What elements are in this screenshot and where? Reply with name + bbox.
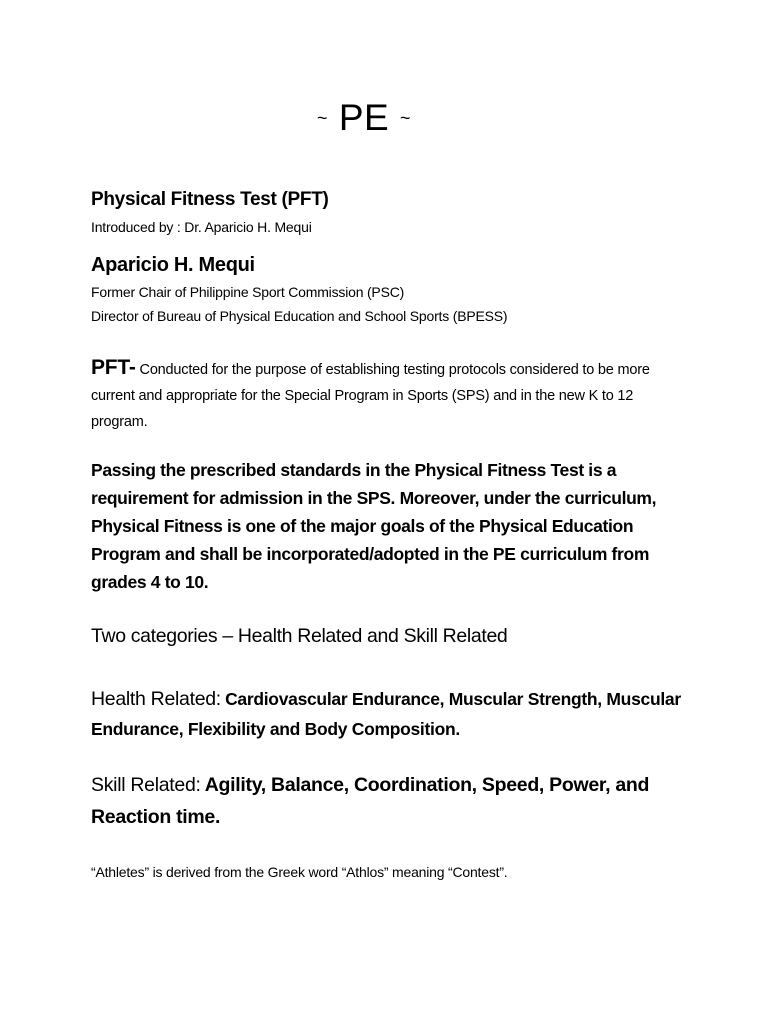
person-role-1: Former Chair of Philippine Sport Commission (PSC) (91, 284, 405, 300)
categories-line: Two categories – Health Related and Skill Related (91, 625, 508, 647)
pft-heading: Physical Fitness Test (PFT) (91, 189, 329, 210)
pft-definition-text: Conducted for the purpose of establishing testing protocols considered to be more current and appropriate for the Special Program in Sports (SPS) and in the new K to 12 program. (91, 362, 650, 430)
introduced-by-line: Introduced by : Dr. Aparicio H. Mequi (91, 219, 312, 235)
health-related-items: Cardiovascular Endurance, Muscular Strength, Muscular Endurance, Flexibility and Body Composition. (91, 689, 681, 739)
title-text: PE (338, 97, 390, 138)
title-tilde-left: ~ (317, 108, 329, 128)
health-related-paragraph (91, 685, 711, 745)
page-title (0, 96, 728, 140)
pft-definition-paragraph (91, 355, 691, 435)
skill-related-items: Agility, Balance, Coordination, Speed, Power, and Reaction time. (91, 774, 650, 828)
title-tilde-right: ~ (399, 108, 411, 128)
skill-related-paragraph (91, 770, 711, 834)
skill-related-label: Skill Related: (91, 774, 201, 796)
person-role-2: Director of Bureau of Physical Education and School Sports (BPESS) (91, 308, 508, 324)
health-related-label: Health Related: (91, 688, 221, 710)
person-name-heading: Aparicio H. Mequi (91, 254, 255, 276)
pft-definition-label: PFT- (91, 356, 136, 379)
athletes-etymology-note: “Athletes” is derived from the Greek word “Athlos” meaning “Contest”. (91, 864, 508, 880)
passing-standards-paragraph: Passing the prescribed standards in the Physical Fitness Test is a requirement for admission in the SPS. Moreover, under the curriculum, Physical Fitness is one of the major goals of the Physical Education Program and shall be incorporated/adopted in the PE curriculum from grades 4 to 10. (91, 460, 657, 592)
